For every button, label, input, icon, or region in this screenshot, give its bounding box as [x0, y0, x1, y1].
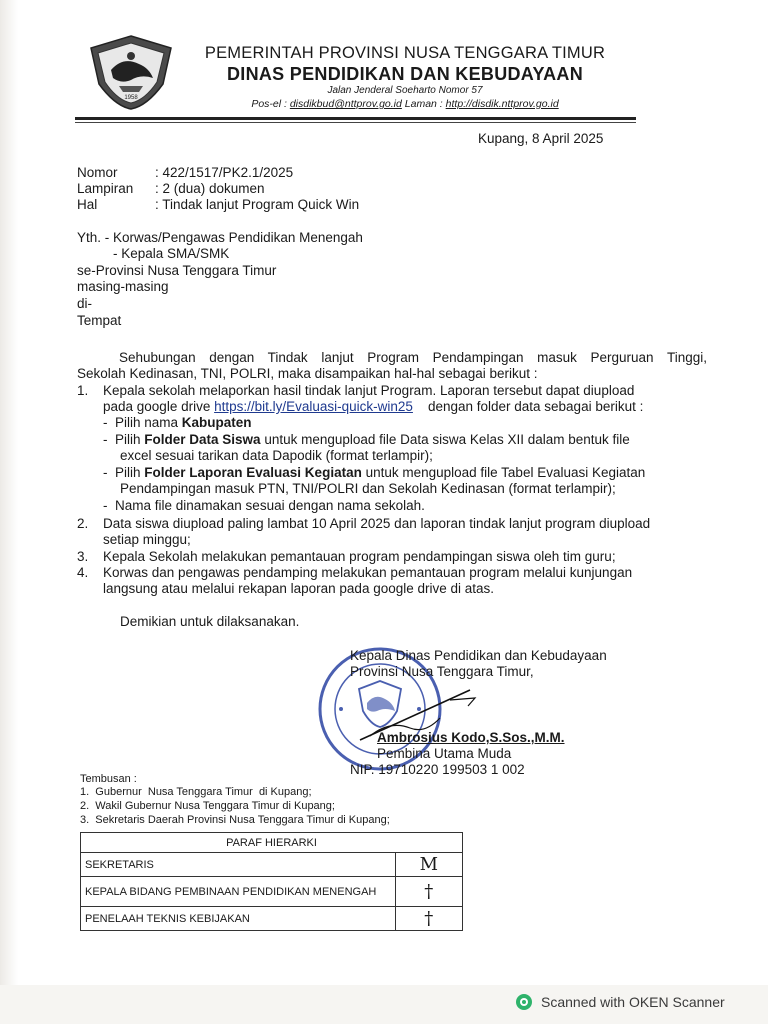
item-1-line-2-suffix: dengan folder data sebagai berikut : [412, 399, 644, 414]
addressee-line-5: di- [77, 296, 93, 311]
addressee-line-4: masing-masing [77, 279, 169, 294]
intro-line-1: Sehubungan dengan Tindak lanjut Program Pendampingan masuk Perguruan Tinggi, [119, 350, 707, 365]
logo-year: 1958 [124, 95, 138, 101]
sub-item-3-text: - Pilih [103, 465, 145, 480]
paraf-row-label: PENELAAH TEKNIS KEBIJAKAN [81, 907, 396, 931]
addressee-line-1: Yth. - Korwas/Pengawas Pendidikan Menengah [77, 230, 363, 245]
paraf-hierarki-table [80, 832, 463, 931]
tembusan-item-3: 3. Sekretaris Daerah Provinsi Nusa Tenggara Timur di Kupang; [80, 814, 390, 826]
table-row [81, 853, 463, 877]
signatory-name: Ambrosius Kodo,S.Sos.,M.M. [377, 730, 565, 745]
signatory-title-1: Kepala Dinas Pendidikan dan Kebudayaan [350, 648, 607, 663]
item-1-number: 1. [77, 383, 89, 398]
contact-website-label: Laman : [401, 98, 446, 110]
sub-item-1 [103, 414, 252, 431]
sub-item-3-bold: Folder Laporan Evaluasi Kegiatan [144, 465, 362, 480]
sub-item-4: - Nama file dinamakan sesuai dengan nama sekolah. [103, 498, 425, 513]
item-1-line-2-prefix: pada google drive [103, 399, 215, 414]
scan-shadow [0, 0, 18, 1024]
item-1-line-2 [103, 398, 643, 415]
sub-item-2 [103, 431, 630, 448]
meta-lampiran [77, 180, 265, 197]
item-4-line-1: Korwas dan pengawas pendamping melakukan pemantauan program melalui kunjungan [103, 565, 633, 580]
letter-date: Kupang, 8 April 2025 [478, 131, 604, 146]
letterhead-rule-thin [75, 122, 636, 123]
paraf-initial: M [395, 853, 462, 877]
item-4-number: 4. [77, 565, 89, 580]
sub-item-3 [103, 464, 645, 481]
contact-email-link[interactable]: disdikbud@nttprov.go.id [289, 98, 402, 110]
item-1-line-1: Kepala sekolah melaporkan hasil tindak lanjut Program. Laporan tersebut dapat diupload [103, 383, 635, 398]
sub-item-1-text: - Pilih nama [103, 415, 182, 430]
sub-item-2-bold: Folder Data Siswa [144, 432, 261, 447]
closing-sentence: Demikian untuk dilaksanakan. [120, 614, 300, 629]
item-3-line-1: Kepala Sekolah melakukan pemantauan program pendampingan siswa oleh tim guru; [103, 549, 616, 564]
meta-nomor-label: Nomor [77, 165, 118, 180]
addressee-line-6: Tempat [77, 313, 122, 328]
paraf-header: PARAF HIERARKI [81, 833, 463, 853]
letterhead-rule-thick [75, 117, 636, 120]
oken-scanner-icon [515, 993, 533, 1011]
contact-email-label: Pos-el : [251, 98, 290, 110]
scanner-label: Scanned with OKEN Scanner [541, 994, 725, 1010]
item-2-number: 2. [77, 516, 89, 531]
addressee-line-2: - Kepala SMA/SMK [113, 246, 230, 261]
province-emblem-logo [83, 34, 179, 110]
paraf-row-label: KEPALA BIDANG PEMBINAAN PENDIDIKAN MENENGAH [81, 877, 396, 907]
sub-item-2-rest: untuk mengupload file Data siswa Kelas XII dalam bentuk file [260, 432, 630, 447]
tembusan-item-2: 2. Wakil Gubernur Nusa Tenggara Timur di Kupang; [80, 800, 335, 812]
signatory-nip: NIP. 19710220 199503 1 002 [350, 762, 525, 777]
item-2-line-1: Data siswa diupload paling lambat 10 April 2025 dan laporan tindak lanjut program diupload [103, 516, 651, 531]
meta-hal [77, 196, 359, 213]
addressee-line-3: se-Provinsi Nusa Tenggara Timur [77, 263, 277, 278]
contact-website-link[interactable]: http://disdik.nttprov.go.id [445, 98, 559, 110]
signatory-title-2: Provinsi Nusa Tenggara Timur, [350, 664, 534, 679]
paraf-initial: † [395, 907, 462, 931]
google-drive-link[interactable]: https://bit.ly/Evaluasi-quick-win25 [214, 399, 413, 414]
meta-hal-label: Hal [77, 197, 98, 212]
sub-item-2-line-2: excel sesuai tarikan data Dapodik (format terlampir); [120, 448, 433, 463]
paraf-header-row [81, 833, 463, 853]
item-4-line-2: langsung atau melalui rekapan laporan pada google drive di atas. [103, 581, 495, 596]
item-3-number: 3. [77, 549, 89, 564]
sub-item-3-rest: untuk mengupload file Tabel Evaluasi Kegiatan [361, 465, 646, 480]
table-row [81, 877, 463, 907]
signatory-rank: Pembina Utama Muda [377, 746, 512, 761]
tembusan-label: Tembusan : [80, 773, 137, 785]
meta-lampiran-value: : 2 (dua) dokumen [155, 181, 265, 196]
letterhead-address: Jalan Jenderal Soeharto Nomor 57 [327, 85, 483, 96]
sub-item-1-bold: Kabupaten [181, 415, 252, 430]
table-row [81, 907, 463, 931]
handwritten-signature [300, 640, 560, 780]
meta-nomor [77, 164, 293, 181]
letterhead-government: PEMERINTAH PROVINSI NUSA TENGGARA TIMUR [204, 44, 606, 62]
intro-line-2: Sekolah Kedinasan, TNI, POLRI, maka disampaikan hal-hal sebagai berikut : [77, 366, 538, 381]
paraf-row-label: SEKRETARIS [81, 853, 396, 877]
sub-item-3-line-2: Pendampingan masuk PTN, TNI/POLRI dan Sekolah Kedinasan (format terlampir); [120, 481, 616, 496]
tembusan-item-1: 1. Gubernur Nusa Tenggara Timur di Kupang; [80, 786, 312, 798]
letterhead-contact [180, 98, 630, 110]
letterhead-department: DINAS PENDIDIKAN DAN KEBUDAYAAN [226, 64, 583, 84]
meta-nomor-value: : 422/1517/PK2.1/2025 [155, 165, 294, 180]
sub-item-2-text: - Pilih [103, 432, 145, 447]
item-2-line-2: setiap minggu; [103, 532, 191, 547]
meta-lampiran-label: Lampiran [77, 181, 134, 196]
meta-hal-value: : Tindak lanjut Program Quick Win [155, 197, 360, 212]
scanner-watermark [515, 992, 725, 1012]
paraf-initial: † [395, 877, 462, 907]
